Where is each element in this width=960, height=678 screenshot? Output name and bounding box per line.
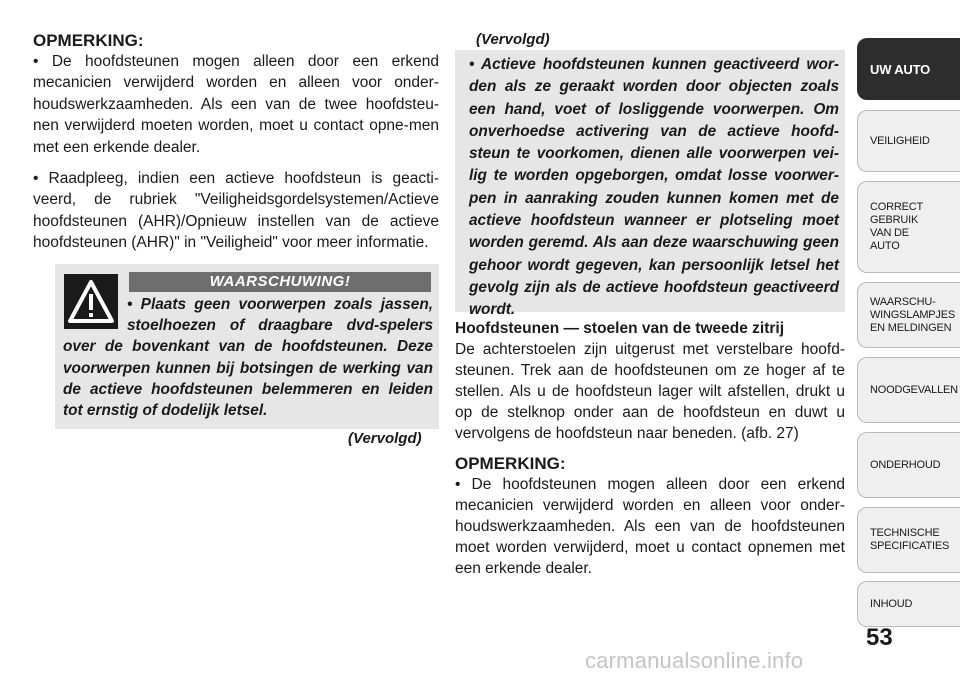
- chapter-sidebar: [857, 0, 960, 678]
- warning-box: [55, 264, 439, 429]
- warning-continuation-box: [455, 50, 845, 319]
- warning-continuation-text: • Actieve hoofdsteunen kunnen geactiveerd wor-den als ze geraakt worden door objecten zoals een hand, voet of losliggende voorwerpen. Om onverhoedse activering van de actieve hoofd-steun te voorkomen, dienen alle voorwerpen vei-lig te worden opgeborgen, omdat losse voorwer-pen in aanraking zouden kunnen komen met de actieve hoofdsteun wanneer er plotseling moet worden geremd. Als aan deze waarschuwing geen gehoor wordt gegeven, kan persoonlijk letsel het gevolg zijn als de actieve hoofdsteun geactiveerd wordt.: [469, 56, 839, 319]
- note-text-2: • De hoofdsteunen mogen alleen door een erkend mecanicien verwijderd worden en alleen voor onder-houdswerkzaamheden. Als een van de hoofdsteunen moet worden verwijderd, moet u contact opnemen met een erkende dealer.: [455, 476, 845, 577]
- warning-text-body: • Plaats geen voorwerpen zoals jassen, stoelhoezen of draagbare dvd-spelers over de bovenkant van de hoofdsteunen. Deze voorwerpen kunnen bij botsingen de werking van de actieve hoofdsteunen belemmeren en leiden tot ernstig of dodelijk letsel.: [63, 296, 433, 420]
- note-heading: OPMERKING:: [33, 31, 144, 50]
- tab-technische-specificaties[interactable]: TECHNISCHE SPECIFICATIES: [857, 507, 960, 573]
- tab-inhoud[interactable]: INHOUD: [857, 581, 960, 627]
- second-row-section: [455, 319, 845, 579]
- tab-noodgevallen[interactable]: NOODGEVALLEN: [857, 357, 960, 423]
- warning-title: WAARSCHUWING!: [129, 272, 431, 292]
- tab-onderhoud[interactable]: ONDERHOUD: [857, 432, 960, 498]
- watermark: carmanualsonline.info: [585, 648, 804, 673]
- continued-label: (Vervolgd): [348, 430, 422, 447]
- note-text: • De hoofdsteunen mogen alleen door een erkend mecanicien verwijderd worden en alleen voor onder-houdswerkzaamheden. Als een van de twee hoofdsteu-nen verwijderd moeten worden, moet u contact opne-men met een erkende dealer.: [33, 53, 439, 156]
- tab-correct-gebruik[interactable]: CORRECT GEBRUIK VAN DE AUTO: [857, 181, 960, 273]
- section-heading: Hoofdsteunen — stoelen van de tweede zitrij: [455, 320, 784, 337]
- continued-label-top: (Vervolgd): [476, 31, 550, 48]
- note-heading-2: OPMERKING:: [455, 454, 566, 473]
- tab-uw-auto[interactable]: UW AUTO: [857, 38, 960, 100]
- tab-waarschuwingslampjes[interactable]: WAARSCHU-WINGSLAMPJES EN MELDINGEN: [857, 282, 960, 348]
- activation-paragraph: • Raadpleeg, indien een actieve hoofdsteun is geacti-veerd, de rubriek "Veiligheidsgordelsystemen/Actieve hoofdsteunen (AHR)/Opnieuw instellen van de actieve hoofdsteunen (AHR)" in "Veiligheid" voor meer informatie.: [33, 170, 439, 252]
- tab-veiligheid[interactable]: VEILIGHEID: [857, 110, 960, 172]
- warning-text: [63, 294, 433, 421]
- section-paragraph: De achterstoelen zijn uitgerust met verstelbare hoofd-steunen. Trek aan de hoofdsteunen om ze hoger af te stellen. Als u de hoofdsteun lager wilt afstellen, drukt u op de stelknop onder aan de hoofdsteun en duwt u vervolgens de hoofdsteun naar beneden. (afb. 27): [455, 341, 845, 442]
- page-number: 53: [866, 624, 893, 651]
- left-column: [33, 30, 439, 254]
